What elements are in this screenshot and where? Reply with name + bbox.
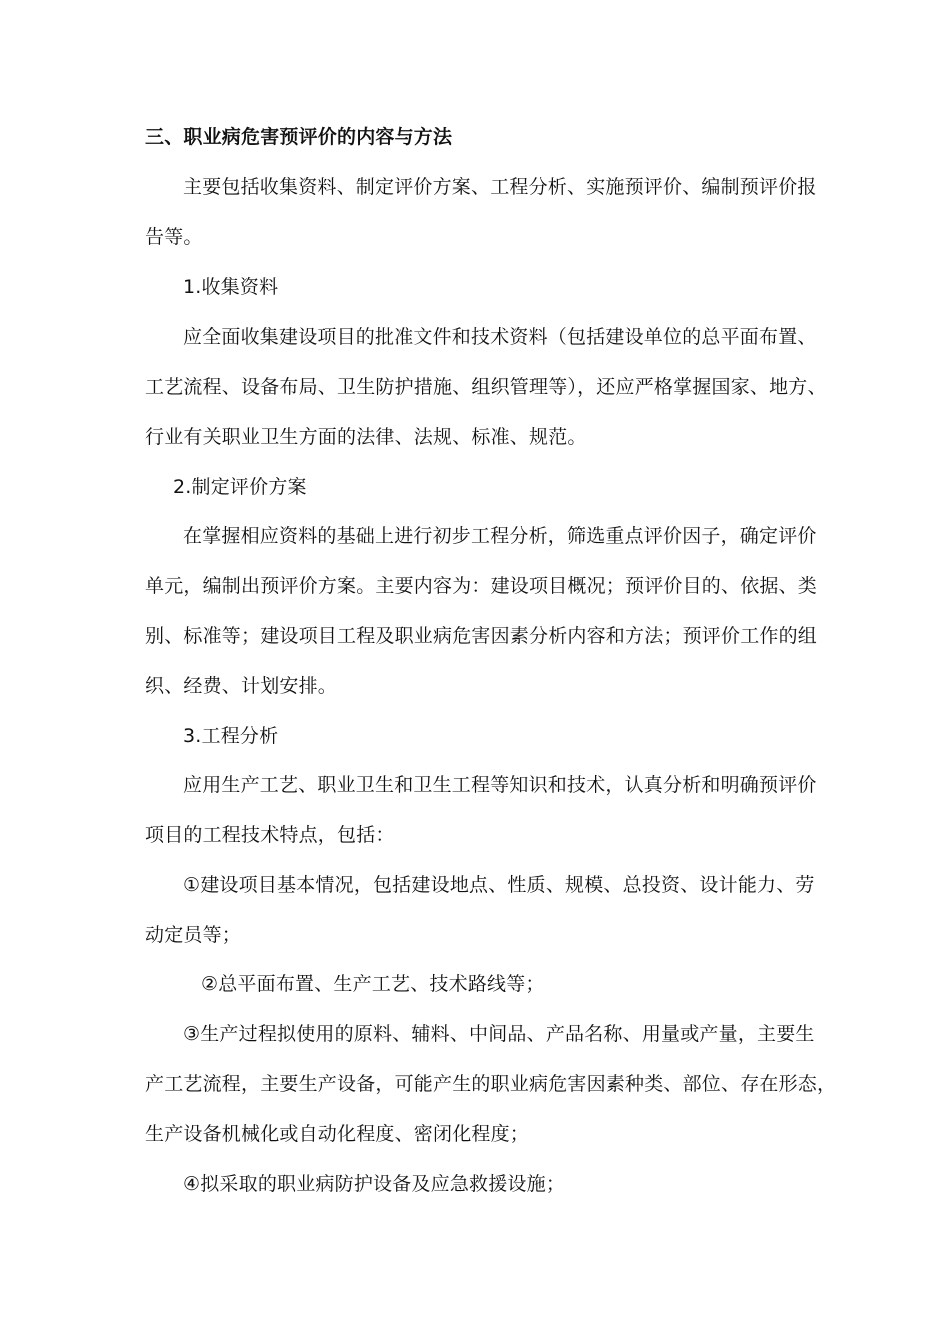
section3-title: 3.工程分析 [183,725,279,747]
section2-line-2: 单元，编制出预评价方案。主要内容为：建设项目概况；预评价目的、依据、类 [145,575,818,597]
intro-line-2: 告等。 [145,226,203,248]
section1-line-3: 行业有关职业卫生方面的法律、法规、标准、规范。 [145,426,587,448]
item3-line-1: ③生产过程拟使用的原料、辅料、中间品、产品名称、用量或产量，主要生 [183,1023,815,1045]
item3-line-2: 产工艺流程，主要生产设备，可能产生的职业病危害因素种类、部位、存在形态， [145,1073,837,1095]
section3-line-1: 应用生产工艺、职业卫生和卫生工程等知识和技术，认真分析和明确预评价 [183,774,817,796]
section-heading: 三、职业病危害预评价的内容与方法 [145,126,453,148]
section2-line-1: 在掌握相应资料的基础上进行初步工程分析，筛选重点评价因子，确定评价 [183,525,817,547]
intro-line-1: 主要包括收集资料、制定评价方案、工程分析、实施预评价、编制预评价报 [183,176,817,198]
section1-line-1: 应全面收集建设项目的批准文件和技术资料（包括建设单位的总平面布置、 [183,326,817,348]
item2-line: ②总平面布置、生产工艺、技术路线等； [201,973,545,995]
section2-line-4: 织、经费、计划安排。 [145,675,338,697]
section2-title: 2.制定评价方案 [173,476,307,498]
item1-line-2: 动定员等； [145,924,242,946]
item4-line: ④拟采取的职业病防护设备及应急救援设施； [183,1173,566,1195]
item3-line-3: 生产设备机械化或自动化程度、密闭化程度； [145,1123,530,1145]
section2-line-3: 别、标准等；建设项目工程及职业病危害因素分析内容和方法；预评价工作的组 [145,625,818,647]
section3-line-2: 项目的工程技术特点，包括： [145,824,395,846]
section1-title: 1.收集资料 [183,276,279,298]
section1-line-2: 工艺流程、设备布局、卫生防护措施、组织管理等），还应严格掌握国家、地方、 [145,376,827,398]
item1-line-1: ①建设项目基本情况，包括建设地点、性质、规模、总投资、设计能力、劳 [183,874,815,896]
